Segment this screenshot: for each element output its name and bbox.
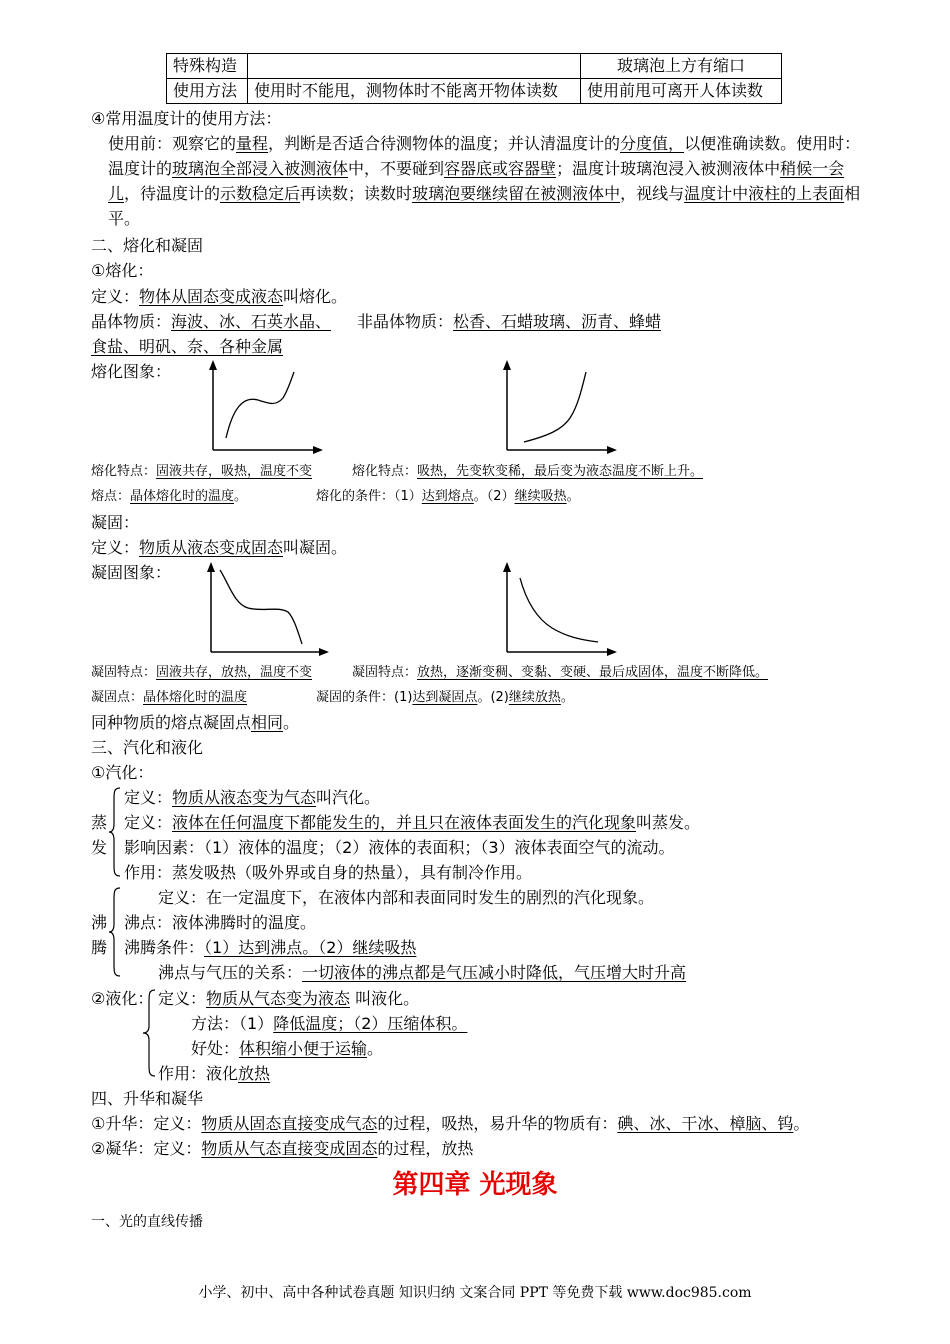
section-heading: 四、升华和凝华 bbox=[91, 1089, 204, 1108]
underlined-text: 固液共存，吸热，温度不变 bbox=[156, 464, 313, 479]
text: 凝固点： bbox=[91, 690, 144, 705]
underlined-text: 晶体熔化时的温度 bbox=[130, 489, 235, 504]
text: 晶体物质： bbox=[91, 312, 172, 331]
y-axis-arrow bbox=[503, 562, 511, 572]
text: 。 bbox=[793, 1114, 810, 1133]
table-row bbox=[167, 79, 782, 104]
underlined-text: 一切液体的沸点都是气压减小时降低，气压增大时升高 bbox=[302, 963, 687, 982]
evaporation-factors: 影响因素：（1）液体的温度；（2）液体的表面积；（3）液体表面空气的流动。 bbox=[124, 838, 675, 857]
vaporization-definition bbox=[124, 785, 380, 808]
section-heading: 二、熔化和凝固 bbox=[91, 236, 204, 255]
crystal-melting-graph bbox=[198, 358, 328, 458]
same-point-note bbox=[91, 710, 299, 733]
chapter-title: 第四章 光现象 bbox=[392, 1170, 558, 1200]
text: 熔点： bbox=[91, 489, 131, 504]
curve bbox=[520, 578, 598, 642]
deposition-definition bbox=[91, 1136, 473, 1159]
text: 同种物质的熔点凝固点 bbox=[91, 713, 252, 732]
text: 非晶体物质： bbox=[357, 312, 454, 331]
underlined-text: 液体在任何温度下都能发生的，并且只在液体表面发生的汽化现象 bbox=[172, 813, 637, 832]
y-axis-arrow bbox=[207, 562, 215, 572]
solidification-condition bbox=[316, 686, 574, 705]
boiling-pressure-relation bbox=[158, 960, 686, 983]
table-row bbox=[167, 54, 782, 79]
graph-label: 凝固图象： bbox=[91, 563, 172, 582]
text: 沸腾条件： bbox=[124, 938, 205, 957]
text: 。 bbox=[283, 713, 300, 732]
text: 。 bbox=[566, 489, 580, 504]
text: 的过程，吸热，易升华的物质有： bbox=[377, 1114, 618, 1133]
underlined-text: 物质从气态直接变成固态 bbox=[201, 1139, 378, 1158]
underlined-text: 物质从液态变为气态 bbox=[172, 788, 317, 807]
x-axis-arrow bbox=[313, 446, 323, 454]
solid-definition bbox=[91, 535, 347, 558]
melting-condition bbox=[316, 485, 580, 504]
text: 相平。 bbox=[108, 184, 861, 228]
underlined-text: 容器底或容器壁 bbox=[444, 159, 557, 178]
melting-point bbox=[91, 485, 247, 504]
text: 。(2) bbox=[477, 690, 509, 705]
underlined-text: 松香、石蜡玻璃、沥青、蜂蜡 bbox=[453, 312, 662, 331]
curve bbox=[226, 372, 294, 438]
text: 叫凝固。 bbox=[283, 538, 348, 557]
sub-heading: ①汽化： bbox=[91, 763, 154, 782]
table-cell-mid bbox=[248, 54, 581, 79]
crystal-solidification-graph bbox=[196, 560, 336, 660]
liquefaction-method bbox=[191, 1011, 467, 1034]
x-axis-arrow bbox=[607, 648, 617, 656]
text: 以便准确读数。使用时：温度计的 bbox=[108, 134, 861, 178]
liquefaction-benefit bbox=[191, 1036, 383, 1059]
underlined-text: 晶体熔化时的温度 bbox=[143, 690, 248, 705]
text: 。 bbox=[367, 1039, 384, 1058]
evaporation-definition bbox=[124, 810, 700, 833]
solid-feature-crystal bbox=[91, 661, 312, 680]
text: 使用前：观察它的 bbox=[108, 134, 237, 153]
solidification-point bbox=[91, 686, 247, 705]
underlined-text: 海波、冰、石英水晶、 bbox=[171, 312, 332, 331]
underlined-text: 分度值， bbox=[620, 134, 685, 153]
amorphous-solidification-graph bbox=[492, 560, 622, 660]
underlined-text: 体积缩小便于运输 bbox=[239, 1039, 368, 1058]
text: 定义： bbox=[124, 813, 173, 832]
text: 叫汽化。 bbox=[316, 788, 381, 807]
text: ；温度计玻璃泡浸入被测液体中 bbox=[556, 159, 781, 178]
text: 熔化特点： bbox=[352, 464, 418, 479]
text: 。 bbox=[234, 489, 248, 504]
text: 叫液化。 bbox=[350, 989, 420, 1008]
text: 作用：液化 bbox=[158, 1064, 239, 1083]
table-cell-mid: 使用时不能甩，测物体时不能离开物体读数 bbox=[248, 79, 581, 104]
thermometer-comparison-table bbox=[166, 53, 782, 104]
section-heading: 一、光的直线传播 bbox=[91, 1214, 203, 1230]
underlined-text: 放热 bbox=[238, 1064, 271, 1083]
text: 再读数；读数时 bbox=[300, 184, 413, 203]
text: 熔化的条件：（1） bbox=[316, 489, 422, 504]
solid-feature-amorphous bbox=[352, 661, 768, 680]
x-axis-arrow bbox=[319, 648, 329, 656]
y-axis-arrow bbox=[503, 360, 511, 370]
liquefaction-label: ②液化： bbox=[91, 989, 154, 1008]
underlined-text: 放热，逐渐变稠、变黏、变硬、最后成固体，温度不断降低。 bbox=[417, 665, 769, 680]
boiling-condition bbox=[124, 935, 416, 958]
crystal-list-more: 食盐、明矾、奈、各种金属 bbox=[91, 337, 284, 356]
text: 定义： bbox=[158, 989, 207, 1008]
boiling-char: 腾 bbox=[91, 938, 108, 957]
thermo-heading: ④常用温度计的使用方法： bbox=[91, 109, 282, 128]
text: 方法：（1） bbox=[191, 1014, 274, 1033]
evaporation-brace bbox=[108, 786, 122, 878]
text: ②凝华：定义： bbox=[91, 1139, 202, 1158]
noncrystal-list bbox=[357, 309, 661, 332]
sub-heading: ①熔化： bbox=[91, 261, 154, 280]
underlined-text: 温度计中液柱的上表面 bbox=[684, 184, 845, 203]
curve bbox=[524, 372, 586, 442]
text: 熔化特点： bbox=[91, 464, 157, 479]
y-axis-arrow bbox=[209, 360, 217, 370]
underlined-text: 玻璃泡全部浸入被测液体 bbox=[172, 159, 349, 178]
boiling-definition: 定义：在一定温度下，在液体内部和表面同时发生的剧烈的汽化现象。 bbox=[158, 888, 655, 907]
boiling-char: 沸 bbox=[91, 913, 108, 932]
sub-heading: 凝固： bbox=[91, 513, 140, 532]
underlined-text: 量程 bbox=[236, 134, 269, 153]
underlined-text: 达到熔点 bbox=[421, 489, 474, 504]
text: 沸点与气压的关系： bbox=[158, 963, 303, 982]
table-cell-right: 玻璃泡上方有缩口 bbox=[581, 54, 782, 79]
underlined-text: 稍候一会儿 bbox=[108, 159, 845, 203]
underlined-text: 降低温度；（2）压缩体积。 bbox=[273, 1014, 468, 1033]
underlined-text: 达到凝固点 bbox=[412, 690, 478, 705]
text: ，视线与 bbox=[620, 184, 685, 203]
text: ，待温度计的 bbox=[124, 184, 221, 203]
boiling-point: 沸点：液体沸腾时的温度。 bbox=[124, 913, 317, 932]
text: 中，不要碰到 bbox=[348, 159, 445, 178]
liquefaction-effect bbox=[158, 1061, 270, 1084]
underlined-text: 玻璃泡要继续留在被测液体中 bbox=[412, 184, 621, 203]
liquefaction-brace bbox=[142, 988, 156, 1078]
footer-text: 小学、初中、高中各种试卷真题 知识归纳 文案合同 PPT 等免费下载 www.doc985.com bbox=[198, 1285, 752, 1301]
text: 凝固特点： bbox=[91, 665, 157, 680]
underlined-text: 物质从液态变成固态 bbox=[139, 538, 284, 557]
text: 叫蒸发。 bbox=[636, 813, 701, 832]
underlined-text: 固液共存，放热，温度不变 bbox=[156, 665, 313, 680]
melt-feature-crystal bbox=[91, 460, 312, 479]
table-cell-label: 使用方法 bbox=[167, 79, 248, 104]
evaporation-effect: 作用：蒸发吸热（吸外界或自身的热量），具有制冷作用。 bbox=[124, 863, 533, 882]
text: 凝固的条件：(1) bbox=[316, 690, 413, 705]
underlined-text: 物质从固态直接变成气态 bbox=[201, 1114, 378, 1133]
melt-feature-amorphous bbox=[352, 460, 703, 479]
text: 定义： bbox=[91, 287, 140, 306]
underlined-text: （1）达到沸点。（2）继续吸热 bbox=[204, 938, 417, 957]
crystal-list bbox=[91, 309, 331, 332]
table-cell-label: 特殊构造 bbox=[167, 54, 248, 79]
text: ①升华：定义： bbox=[91, 1114, 202, 1133]
text: 。 bbox=[560, 690, 574, 705]
boiling-brace bbox=[108, 886, 122, 978]
underlined-text: 物质从气态变为液态 bbox=[206, 989, 351, 1008]
underlined-text: 相同 bbox=[251, 713, 284, 732]
liquefaction-definition bbox=[158, 986, 419, 1009]
graph-label: 熔化图象： bbox=[91, 362, 172, 381]
text: 好处： bbox=[191, 1039, 240, 1058]
sublimation-definition bbox=[91, 1111, 809, 1134]
evaporation-char: 蒸 bbox=[91, 813, 108, 832]
text: 叫熔化。 bbox=[283, 287, 348, 306]
amorphous-melting-graph bbox=[492, 358, 622, 458]
evaporation-char: 发 bbox=[91, 838, 108, 857]
underlined-text: 示数稳定后 bbox=[220, 184, 301, 203]
underlined-text: 继续放热 bbox=[508, 690, 561, 705]
underlined-text: 继续吸热 bbox=[514, 489, 567, 504]
x-axis-arrow bbox=[607, 446, 617, 454]
curve bbox=[220, 570, 302, 644]
thermo-paragraph bbox=[108, 131, 863, 231]
text: ，判断是否适合待测物体的温度；并认清温度计的 bbox=[268, 134, 621, 153]
underlined-text: 吸热，先变软变稀，最后变为液态温度不断上升。 bbox=[417, 464, 704, 479]
text: 凝固特点： bbox=[352, 665, 418, 680]
table-cell-right: 使用前甩可离开人体读数 bbox=[581, 79, 782, 104]
melt-definition bbox=[91, 284, 347, 307]
underlined-text: 物体从固态变成液态 bbox=[139, 287, 284, 306]
underlined-text: 碘、冰、干冰、樟脑、钨 bbox=[617, 1114, 794, 1133]
text: 。（2） bbox=[473, 489, 515, 504]
text: 的过程，放热 bbox=[377, 1139, 474, 1158]
text: 定义： bbox=[91, 538, 140, 557]
text: 定义： bbox=[124, 788, 173, 807]
section-heading: 三、汽化和液化 bbox=[91, 738, 204, 757]
